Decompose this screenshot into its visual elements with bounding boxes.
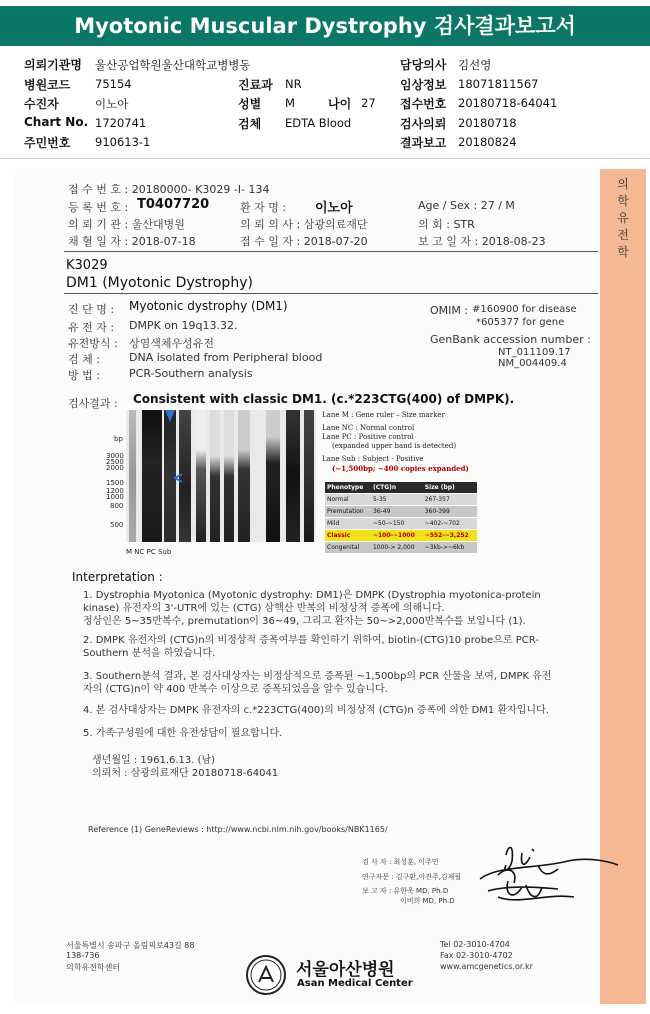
gel-legend: [322, 411, 469, 473]
patient-label: 환 자 명 :: [240, 201, 287, 214]
southern-blot-image: [126, 410, 316, 542]
divider: [64, 293, 598, 294]
department: 의학유전학센터: [66, 963, 121, 972]
omim-disease: #160900 for disease: [472, 304, 577, 315]
telephone: Tel 02-3010-4704: [440, 940, 510, 949]
postal-code: 138-736: [66, 951, 100, 960]
reference: Reference (1) GeneReviews : http://www.ncbi.nlm.nih.gov/books/NBK1165/: [88, 825, 388, 834]
field-value: 20180824: [458, 135, 517, 149]
field-value: 이노아: [95, 97, 129, 111]
table-cell: 5-35: [371, 494, 423, 506]
gel-size-label: 2500: [106, 458, 124, 466]
table-row: [325, 542, 477, 554]
specimen-label: 검 체 :: [68, 353, 100, 366]
field-value: M: [285, 96, 295, 110]
gene-label: 유 전 자 :: [68, 321, 115, 334]
field-value: 75154: [95, 77, 132, 91]
staff-reporter: 보 고 자 : 유한욱 MD, Ph.D: [362, 887, 449, 895]
table-row: [325, 518, 477, 530]
legend-line: Lane M : Gene ruler – Size marker: [322, 411, 445, 419]
table-cell: Congenital: [325, 542, 371, 554]
table-cell: 267-357: [423, 494, 477, 506]
table-cell: 360-399: [423, 506, 477, 518]
hospital-name-en: Asan Medical Center: [297, 978, 413, 989]
table-cell: ~3kb->~6kb: [423, 542, 477, 554]
registration-number: T0407720: [137, 197, 210, 212]
legend-line: (~1,500bp; ~400 copies expanded): [332, 464, 469, 473]
field-label: 나이: [328, 97, 352, 111]
logo-mark-icon: [248, 957, 284, 993]
table-cell: Mild: [325, 518, 371, 530]
genbank-nt: NT_011109.17: [498, 347, 571, 358]
legend-line: Lane PC : Positive control: [322, 433, 414, 441]
field-label: 성별: [238, 97, 262, 111]
table-cell: ~402-~702: [423, 518, 477, 530]
field-label: 임상정보: [400, 78, 447, 92]
gel-size-label: 1000: [106, 493, 124, 501]
field-label: 의뢰기관명: [24, 58, 82, 72]
table-cell: Premutation: [325, 506, 371, 518]
field-value: 18071811567: [458, 77, 539, 91]
table-cell: 36-49: [371, 506, 423, 518]
table-cell: ~50-~150: [371, 518, 423, 530]
patient-name: 이노아: [315, 201, 353, 216]
gel-size-label: 2000: [106, 464, 124, 472]
side-char: 유: [617, 211, 629, 225]
field-value: 910613-1: [95, 135, 151, 149]
interpretation-item: 정상인은 5~35반복수, premutation이 36~49, 그리고 환자는 50~>2,000반복수를 보입니다 (1).: [83, 616, 526, 627]
side-label: [608, 176, 638, 261]
interpretation-item: 4. 본 검사대상자는 DMPK 유전자의 c.*223CTG(400)의 비정상적 (CTG)n 증폭에 의한 DM1 환자입니다.: [83, 705, 549, 716]
result-text: Consistent with classic DM1. (c.*223CTG(400) of DMPK).: [133, 392, 515, 406]
table-header-row: [325, 482, 477, 494]
signature-image: [478, 835, 628, 915]
reception-number: 접 수 번 호 : 20180000- K3029 -I- 134: [68, 183, 270, 196]
field-value: 20180718: [458, 116, 517, 130]
hospital-name-kr: 서울아산병원: [296, 960, 395, 980]
table-header: Size (bp): [423, 482, 477, 494]
registration-label: 등 록 번 호 :: [68, 201, 129, 214]
sample-date: 채 혈 일 자 : 2018-07-18: [68, 235, 196, 248]
receipt-date: 접 수 일 자 : 2018-07-20: [240, 235, 368, 248]
test-name: DM1 (Myotonic Dystrophy): [66, 275, 253, 291]
field-label: 주민번호: [24, 136, 71, 150]
header-divider: [0, 158, 650, 159]
specimen: DNA isolated from Peripheral blood: [129, 351, 323, 364]
field-label: 검사의뢰: [400, 117, 447, 131]
field-label: Chart No.: [24, 115, 89, 129]
table-cell: ~552-~3,252: [423, 530, 477, 542]
gel-size-label: 1500: [106, 479, 124, 487]
legend-line: Lane Sub : Subject - Positive: [322, 455, 424, 463]
table-cell: Classic: [325, 530, 371, 542]
gel-size-ladder: [106, 410, 126, 542]
phenotype-table: [325, 482, 477, 554]
table-row: [325, 494, 477, 506]
omim-gene: *605377 for gene: [476, 317, 565, 328]
field-label: 결과보고: [400, 136, 447, 150]
staff-advisor: 연구자문 : 김구환,이진주,김재필: [362, 873, 462, 881]
interpretation-item: 3. Southern분석 결과, 본 검사대상자는 비정상적으로 증폭된 ~1,500bp의 PCR 산물을 보여, DMPK 유전자의 (CTG)n이 약 400 반복수 이상으로 증폭되었음을 알수 있습니다.: [83, 671, 552, 695]
requesting-dept: 의 회 : STR: [418, 218, 475, 231]
inheritance-label: 유전방식 :: [68, 337, 118, 350]
gel-size-label: 800: [110, 502, 124, 510]
table-row-highlighted: [325, 530, 477, 542]
divider: [64, 251, 598, 252]
table-header: (CTG)n: [371, 482, 423, 494]
gene: DMPK on 19q13.32.: [129, 319, 238, 332]
gel-size-label: bp: [114, 435, 123, 443]
inheritance: 상염색체우성유전: [129, 337, 215, 350]
test-code: K3029: [66, 258, 108, 273]
field-value: 20180718-64041: [458, 96, 558, 110]
table-header: Phenotype: [325, 482, 371, 494]
gel-lane-labels: M NC PC Sub: [126, 548, 172, 556]
field-value: 27: [361, 96, 376, 110]
field-label: 접수번호: [400, 97, 447, 111]
legend-line: Lane NC : Normal control: [322, 424, 415, 432]
method-label: 방 법 :: [68, 369, 100, 382]
field-label: 수진자: [24, 97, 59, 111]
field-value: 울산공업학원울산대학교병병동: [95, 58, 251, 72]
genbank-label: GenBank accession number :: [430, 333, 591, 346]
birth-date: 생년월일 : 1961.6.13. (남): [92, 755, 216, 766]
staff-reporter-2: 이비희 MD, Ph.D: [400, 897, 455, 905]
arrow-icon: [172, 472, 184, 484]
method: PCR-Southern analysis: [129, 367, 253, 380]
diagnosis-label: 진 단 명 :: [68, 303, 115, 316]
field-value: 1720741: [95, 116, 147, 130]
interpretation-item: 2. DMPK 유전자의 (CTG)n의 비정상적 증폭여부를 확인하기 위하여, biotin-(CTG)10 probe으로 PCR-Southern 분석을 하였습니다.: [83, 635, 539, 659]
report-date: 보 고 일 자 : 2018-08-23: [418, 235, 546, 248]
interpretation-item: 1. Dystrophia Myotonica (Myotonic dystrophy: DM1)은 DMPK (Dystrophia myotonica-protein kinase) 유전자의 3'-UTR에 있는 (CTG) 삼핵산 반복의 비정상적 증폭에 의해니다.: [83, 590, 541, 614]
field-label: 담당의사: [400, 58, 447, 72]
interpretation-item: 5. 가족구성원에 대한 유전상담이 필요합니다.: [83, 728, 283, 739]
diagnosis: Myotonic dystrophy (DM1): [129, 299, 288, 313]
legend-line: (expanded upper band is detected): [332, 442, 457, 450]
age-sex: Age / Sex : 27 / M: [418, 199, 515, 212]
table-cell: 1000-> 2,000: [371, 542, 423, 554]
genbank-nm: NM_004409.4: [498, 358, 567, 369]
side-char: 전: [617, 228, 629, 242]
gel-size-label: 3000: [106, 452, 124, 460]
requesting-org: 의 뢰 기 관 : 울산대병원: [68, 218, 185, 231]
website: www.amcgenetics.or.kr: [440, 962, 533, 971]
field-label: 진료과: [238, 78, 273, 92]
staff-tester: 검 사 자 : 최성훈, 이주연: [362, 858, 439, 866]
field-value: EDTA Blood: [285, 116, 352, 130]
arrow-icon: [162, 410, 178, 424]
table-cell: ~100-~1000: [371, 530, 423, 542]
side-char: 학: [617, 245, 629, 259]
table-cell: Normal: [325, 494, 371, 506]
gel-size-label: 1200: [106, 487, 124, 495]
interpretation-title: Interpretation :: [72, 570, 163, 584]
address-line: 서울특별시 송파구 올림픽로43길 88: [66, 941, 195, 950]
field-label: 검체: [238, 117, 262, 131]
side-char: 학: [617, 194, 629, 208]
referrer: 의뢰처 : 삼광의료재단 20180718-64041: [92, 768, 279, 779]
field-label: 병원코드: [24, 78, 71, 92]
requesting-doctor: 의 뢰 의 사 : 삼광의료재단: [240, 218, 368, 231]
page-title: Myotonic Muscular Dystrophy 검사결과보고서: [74, 14, 576, 38]
field-value: 김선영: [458, 58, 492, 72]
omim-label: OMIM :: [430, 304, 469, 317]
table-row: [325, 506, 477, 518]
result-label: 검사결과 :: [68, 397, 118, 410]
asan-foundation-logo: [246, 955, 286, 995]
fax: Fax 02-3010-4702: [440, 951, 513, 960]
gel-size-label: 500: [110, 521, 124, 529]
side-char: 의: [617, 177, 629, 191]
field-value: NR: [285, 77, 302, 91]
